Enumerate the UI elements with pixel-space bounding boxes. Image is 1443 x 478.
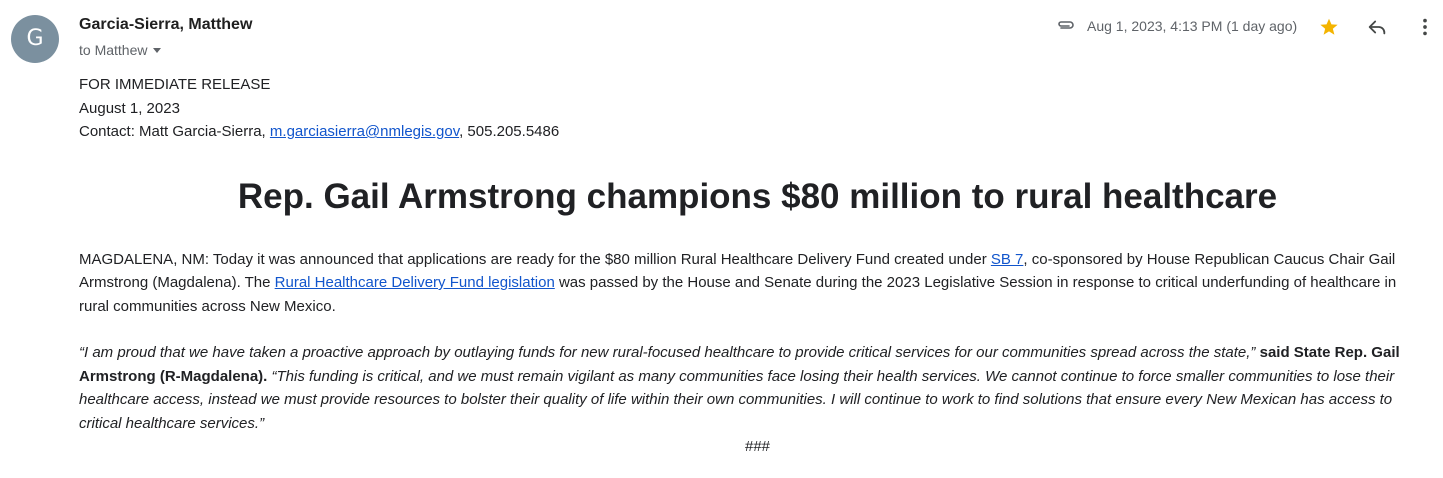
release-date: August 1, 2023 xyxy=(79,99,180,117)
avatar[interactable]: G xyxy=(11,15,59,63)
reply-icon[interactable] xyxy=(1366,16,1388,38)
paragraph1-part1: MAGDALENA, NM: Today it was announced that applications are ready for the $80 million Rural Healthcare Delivery Fund created under xyxy=(79,250,991,268)
recipient-line xyxy=(79,42,161,58)
quote-part2: “This funding is critical, and we must remain vigilant as many communities face losing their health services. We cannot continue to force smaller communities to lose their healthcare access, instead we must provide resources to bolster their quality of life within their own communities. I will continue to work to find solutions that ensure every New Mexican has access to critical healthcare services.” xyxy=(79,367,1395,432)
recipient-label: to Matthew xyxy=(79,42,148,58)
quote-part1: “I am proud that we have taken a proactive approach by outlaying funds for new rural-focused healthcare to provide critical services for our communities spread across the state,” xyxy=(79,344,1256,361)
release-contact xyxy=(79,120,1429,144)
more-vert-icon[interactable] xyxy=(1414,16,1436,38)
release-label: FOR IMMEDIATE RELEASE xyxy=(79,76,271,93)
paragraph-quote xyxy=(79,341,1429,435)
contact-prefix: Contact: Matt Garcia-Sierra, xyxy=(79,123,270,140)
release-header xyxy=(79,73,1429,144)
paragraph1-part3: was passed by the House and Senate during the 2023 Legislative Session in response to critical underfunding of healthcare in rural communities across New Mexico. xyxy=(79,274,1397,315)
star-icon[interactable] xyxy=(1318,16,1340,38)
paragraph-announcement xyxy=(79,248,1429,319)
email-date: Aug 1, 2023, 4:13 PM (1 day ago) xyxy=(1087,18,1298,34)
end-mark: ### xyxy=(744,438,771,455)
quote-attribution: said State Rep. Gail Armstrong (R-Magdalena). xyxy=(79,344,1400,385)
contact-suffix: , 505.205.5486 xyxy=(459,123,560,140)
sender-name[interactable]: Garcia-Sierra, Matthew xyxy=(79,16,253,33)
chevron-down-icon[interactable] xyxy=(153,48,161,53)
paragraph1-part2: , co-sponsored by House Republican Caucus Chair Gail Armstrong (Magdalena). The xyxy=(79,250,1396,291)
paperclip-icon xyxy=(1056,17,1076,33)
press-headline: Rep. Gail Armstrong champions $80 million to rural healthcare xyxy=(237,176,1278,216)
sb7-link[interactable]: SB 7 xyxy=(990,250,1024,268)
contact-email-link[interactable]: m.garciasierra@nmlegis.gov xyxy=(269,123,460,140)
legislation-link[interactable]: Rural Healthcare Delivery Fund legislation xyxy=(274,274,555,291)
email-body xyxy=(79,73,1429,459)
